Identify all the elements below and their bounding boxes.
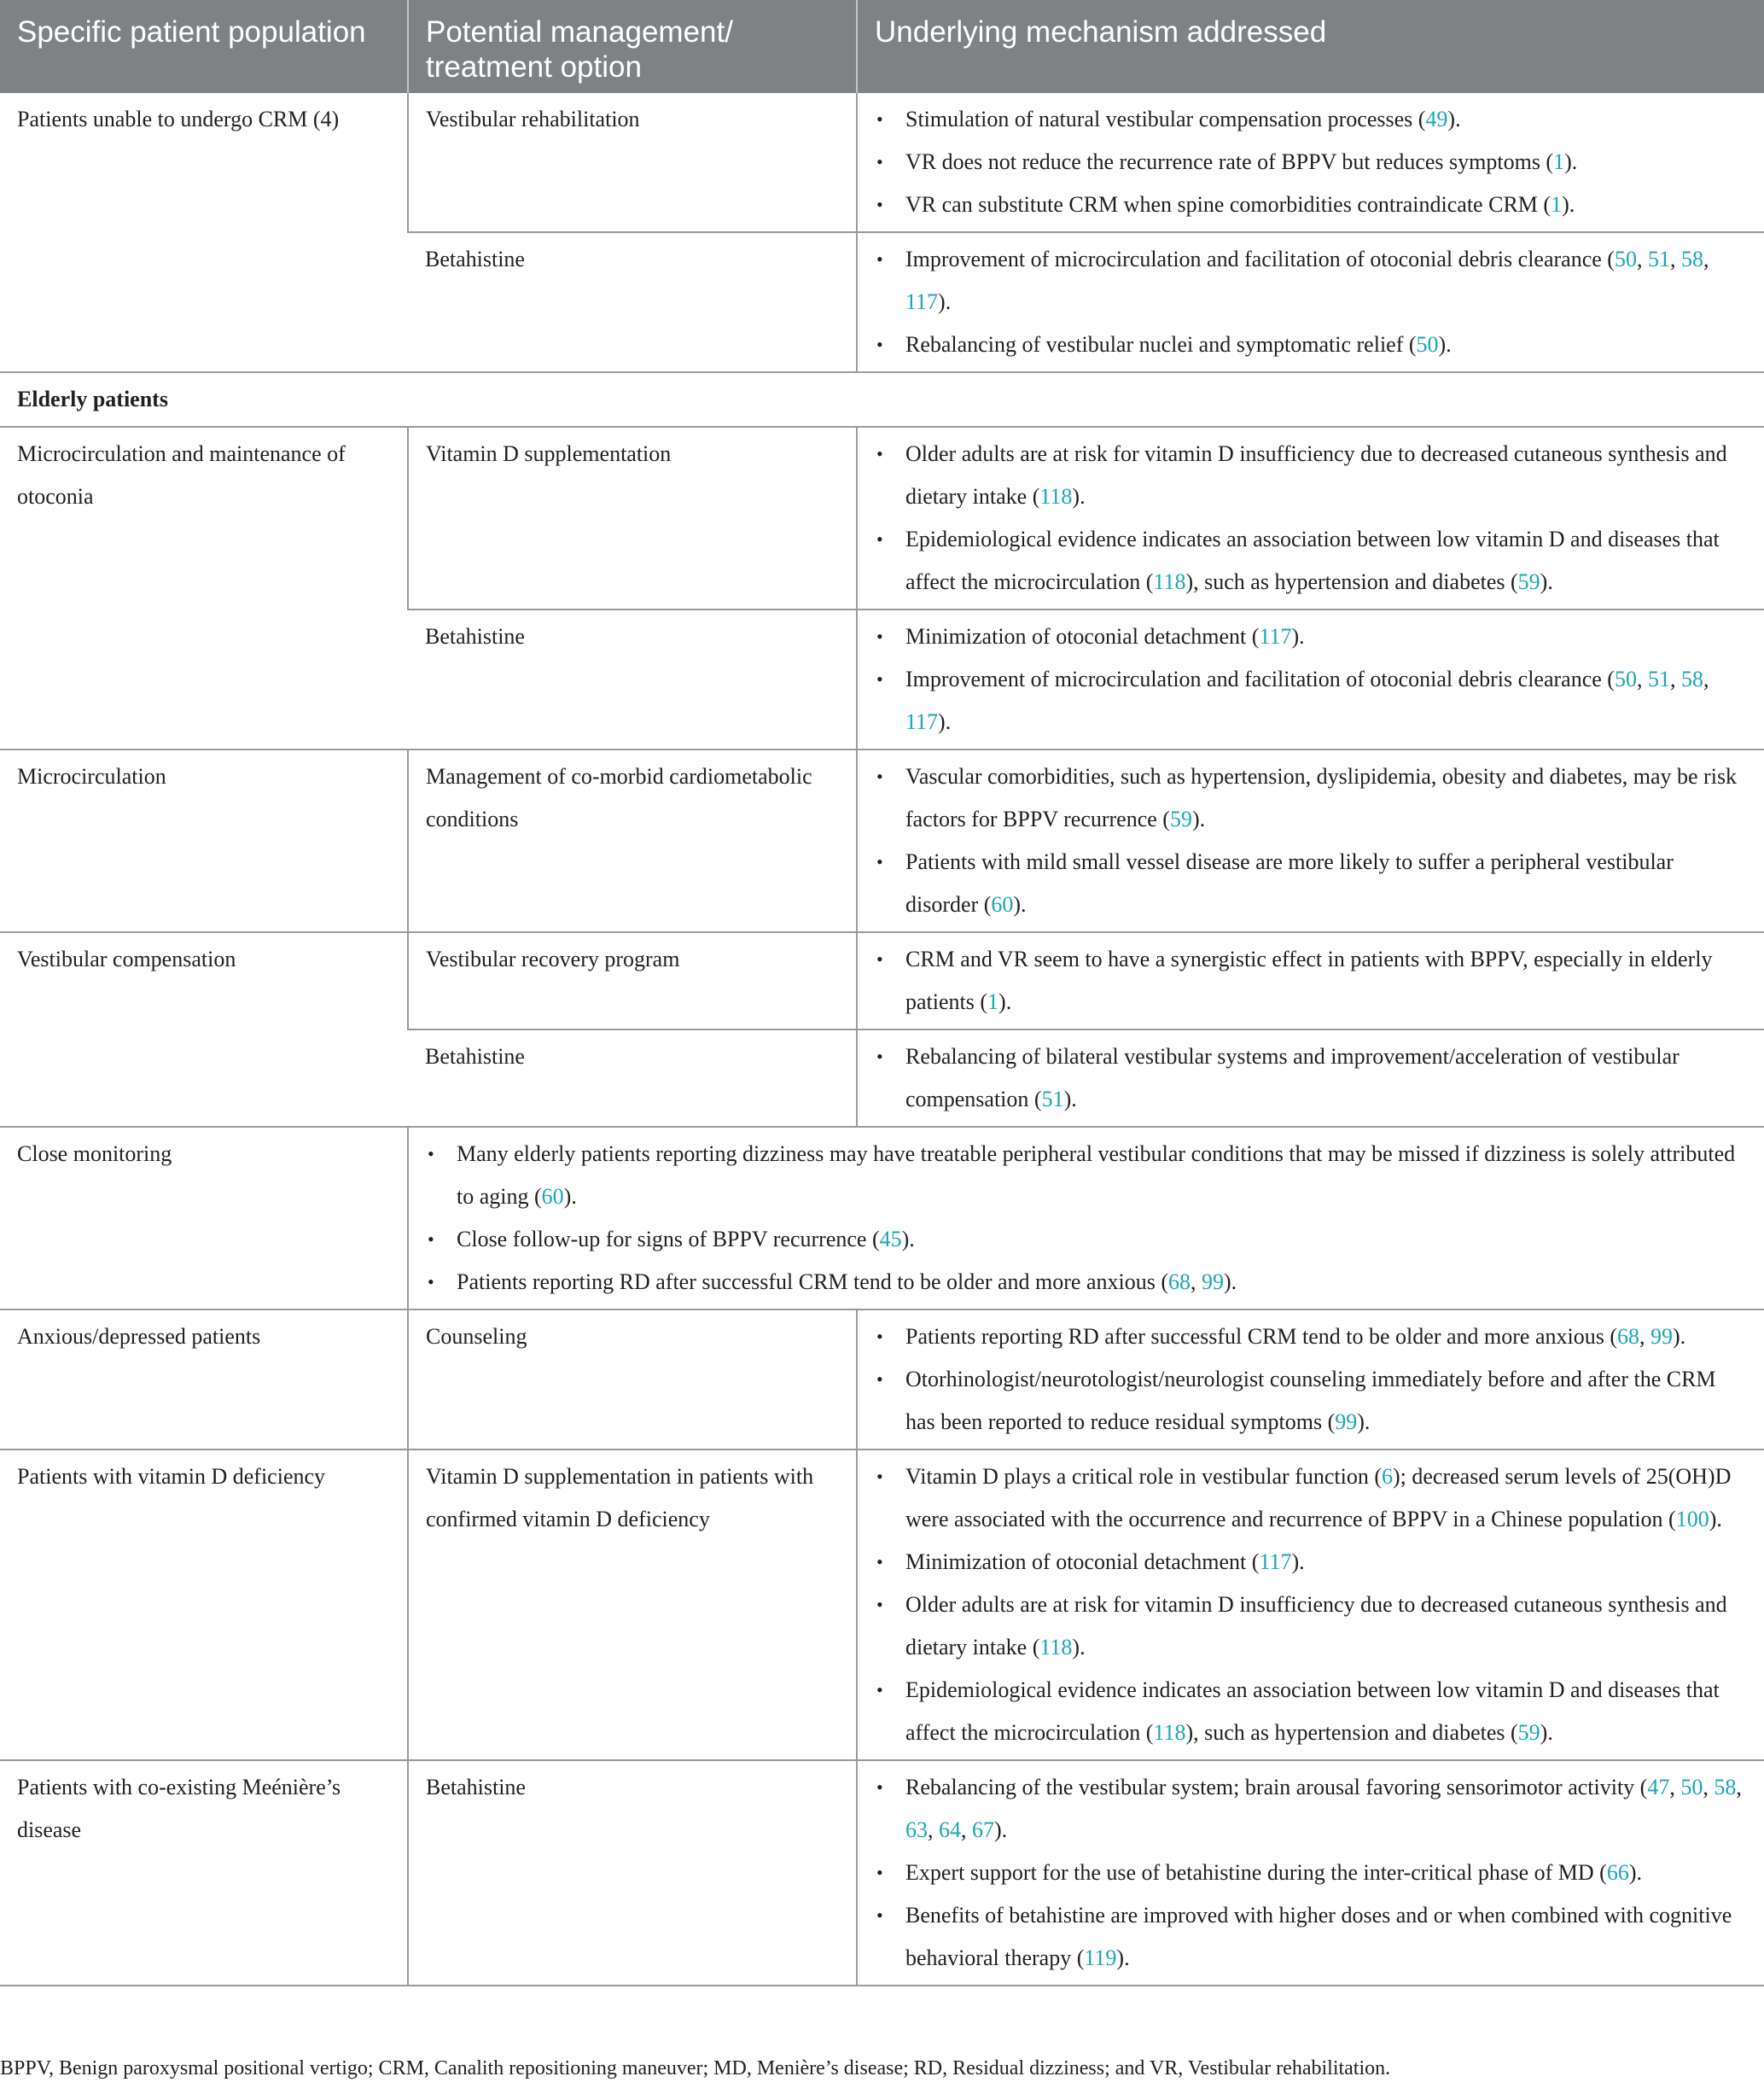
mechanism-text: ).: [1540, 1720, 1553, 1745]
reference-link[interactable]: 50: [1614, 667, 1637, 691]
mechanism-text: Many elderly patients reporting dizziness may have treatable peripheral vestibular conditions that may be missed if dizziness is solely attributed to aging (: [457, 1141, 1736, 1209]
treatment-cell: Betahistine: [408, 1030, 857, 1127]
reference-link[interactable]: 119: [1084, 1945, 1117, 1970]
mechanism-text: ).: [1116, 1945, 1130, 1970]
reference-link[interactable]: 99: [1201, 1269, 1224, 1294]
mechanism-item: [905, 324, 1750, 366]
mechanism-text: ,: [1190, 1269, 1202, 1294]
mechanism-item: [905, 98, 1750, 141]
mechanism-text: ,: [1736, 1775, 1742, 1799]
mechanism-text: Older adults are at risk for vitamin D insufficiency due to decreased cutaneous synthesis and dietary intake (: [905, 441, 1727, 509]
mechanism-text: ).: [1540, 569, 1553, 594]
mechanism-list: [875, 938, 1750, 1024]
mechanism-text: Stimulation of natural vestibular compensation processes (: [905, 107, 1426, 131]
reference-link[interactable]: 66: [1606, 1860, 1629, 1885]
mechanism-item: [905, 1584, 1750, 1669]
reference-link[interactable]: 68: [1167, 1269, 1191, 1294]
mechanism-text: Epidemiological evidence indicates an association between low vitamin D and diseases that affect the microcirculation (: [905, 1677, 1720, 1745]
reference-link[interactable]: 51: [1647, 667, 1670, 691]
mechanism-text: ).: [994, 1817, 1008, 1842]
mechanism-text: Rebalancing of bilateral vestibular systems and improvement/acceleration of vestibular compensation (: [905, 1044, 1680, 1111]
mechanism-item: [905, 1669, 1750, 1754]
mechanism-text: ).: [998, 989, 1012, 1014]
mechanism-text: Benefits of betahistine are improved with higher doses and or when combined with cognitive behavioral therapy (: [905, 1903, 1732, 1970]
mechanism-text: Patients reporting RD after successful CRM tend to be older and more anxious (: [905, 1324, 1617, 1349]
mechanism-text: ).: [1357, 1409, 1371, 1434]
reference-link[interactable]: 59: [1517, 1720, 1540, 1745]
population-cell: Anxious/depressed patients: [0, 1309, 408, 1449]
mechanism-cell: [857, 932, 1764, 1030]
reference-link[interactable]: 118: [1153, 569, 1186, 594]
reference-link[interactable]: 58: [1680, 667, 1703, 691]
mechanism-item: [905, 1541, 1750, 1584]
mechanism-text: ); decreased serum levels of 25(OH)D were associated with the occurrence and recurrence of BPPV in a Chinese population (: [905, 1464, 1732, 1531]
mechanism-list: [875, 1455, 1750, 1754]
reference-link[interactable]: 117: [1259, 1549, 1292, 1574]
mechanism-text: ), such as hypertension and diabetes (: [1185, 569, 1518, 594]
mechanism-item: [905, 518, 1750, 604]
mechanism-text: ,: [1703, 247, 1709, 271]
mechanism-text: ,: [961, 1817, 972, 1842]
reference-link[interactable]: 117: [1259, 624, 1292, 649]
table-row: [0, 427, 1764, 610]
population-cell: Patients with vitamin D deficiency: [0, 1449, 408, 1760]
treatment-cell: Vestibular recovery program: [408, 932, 857, 1030]
treatment-cell: Vitamin D supplementation in patients with confirmed vitamin D deficiency: [408, 1449, 857, 1760]
mechanism-text: ).: [1438, 332, 1452, 357]
reference-link[interactable]: 99: [1650, 1324, 1673, 1349]
mechanism-text: Minimization of otoconial detachment (: [905, 624, 1260, 649]
reference-link[interactable]: 60: [541, 1184, 564, 1209]
population-cell: Microcirculation and maintenance of otoconia: [0, 427, 408, 750]
header-treatment: Potential management/ treatment option: [408, 0, 857, 93]
mechanism-cell: [408, 1127, 1764, 1309]
mechanism-text: ,: [1669, 247, 1681, 271]
mechanism-list: [875, 755, 1750, 926]
mechanism-item: [457, 1218, 1750, 1261]
header-population: Specific patient population: [0, 0, 408, 93]
reference-link[interactable]: 117: [905, 289, 939, 314]
mechanism-cell: [857, 750, 1764, 932]
table-row: [0, 750, 1764, 932]
mechanism-text: ).: [1191, 807, 1206, 831]
reference-link[interactable]: 68: [1616, 1324, 1639, 1349]
reference-link[interactable]: 117: [905, 709, 939, 734]
reference-link[interactable]: 1: [987, 989, 999, 1014]
mechanism-text: ).: [563, 1184, 577, 1209]
population-cell: Patients with co-existing Meénière’s disease: [0, 1760, 408, 1986]
treatment-cell: Vitamin D supplementation: [408, 427, 857, 610]
mechanism-text: Patients with mild small vessel disease are more likely to suffer a peripheral vestibular disorder (: [905, 849, 1674, 917]
mechanism-text: Vitamin D plays a critical role in vestibular function (: [905, 1464, 1382, 1489]
population-cell: Vestibular compensation: [0, 932, 408, 1127]
mechanism-item: [905, 238, 1750, 324]
section-heading: Elderly patients: [0, 372, 1764, 427]
reference-link[interactable]: 51: [1647, 247, 1670, 271]
mechanism-text: Improvement of microcirculation and facilitation of otoconial debris clearance (: [905, 667, 1615, 691]
mechanism-item: [905, 1315, 1750, 1358]
mechanism-text: ).: [938, 709, 952, 734]
mechanism-item: [905, 841, 1750, 926]
treatment-cell: Counseling: [408, 1309, 857, 1449]
mechanism-text: ).: [1063, 1087, 1077, 1111]
mechanism-cell: [857, 1449, 1764, 1760]
mechanism-text: Expert support for the use of betahistine during the inter-critical phase of MD (: [905, 1860, 1607, 1885]
reference-link[interactable]: 63: [905, 1817, 928, 1842]
mechanism-item: [905, 1766, 1750, 1852]
mechanism-text: ,: [1703, 667, 1709, 691]
reference-link[interactable]: 1: [1551, 192, 1563, 217]
mechanism-text: ).: [1562, 192, 1575, 217]
reference-link[interactable]: 1: [1553, 149, 1565, 174]
mechanism-text: ,: [1636, 667, 1648, 691]
mechanism-text: Close follow-up for signs of BPPV recurrence (: [457, 1227, 880, 1251]
mechanism-text: ).: [1672, 1324, 1686, 1349]
mechanism-cell: [857, 427, 1764, 610]
mechanism-item: [457, 1261, 1750, 1304]
reference-link[interactable]: 47: [1647, 1775, 1670, 1799]
mechanism-text: CRM and VR seem to have a synergistic effect in patients with BPPV, especially in elderly patients (: [905, 947, 1713, 1014]
mechanism-list: [875, 1035, 1750, 1121]
table-header: [0, 0, 1764, 93]
population-cell: Close monitoring: [0, 1127, 408, 1309]
table-row: [0, 1760, 1764, 1986]
mechanism-item: [905, 1035, 1750, 1121]
mechanism-cell: [857, 610, 1764, 750]
mechanism-item: [905, 1894, 1750, 1980]
mechanism-text: ,: [1639, 1324, 1650, 1349]
mechanism-text: Epidemiological evidence indicates an association between low vitamin D and diseases that affect the microcirculation (: [905, 527, 1720, 594]
population-cell: Patients unable to undergo CRM (4): [0, 93, 408, 372]
mechanism-text: Rebalancing of the vestibular system; brain arousal favoring sensorimotor activity (: [905, 1775, 1648, 1799]
mechanism-item: [905, 938, 1750, 1024]
mechanism-text: ).: [1291, 624, 1305, 649]
mechanism-list: [875, 1315, 1750, 1444]
reference-link[interactable]: 50: [1416, 332, 1439, 357]
mechanism-cell: [857, 1760, 1764, 1986]
reference-link[interactable]: 100: [1675, 1507, 1709, 1531]
reference-link[interactable]: 118: [1039, 1635, 1073, 1659]
reference-link[interactable]: 99: [1335, 1409, 1358, 1434]
reference-link[interactable]: 64: [939, 1817, 961, 1842]
mechanism-text: VR can substitute CRM when spine comorbidities contraindicate CRM (: [905, 192, 1552, 217]
mechanism-text: Improvement of microcirculation and facilitation of otoconial debris clearance (: [905, 247, 1615, 271]
mechanism-text: Rebalancing of vestibular nuclei and symptomatic relief (: [905, 332, 1417, 357]
mechanism-text: ).: [1223, 1269, 1237, 1294]
mechanism-item: [905, 433, 1750, 518]
mechanism-cell: [857, 1030, 1764, 1127]
header-mechanism: Underlying mechanism addressed: [857, 0, 1764, 93]
mechanism-item: [905, 615, 1750, 658]
mechanism-text: ,: [928, 1817, 939, 1842]
mechanism-text: Older adults are at risk for vitamin D insufficiency due to decreased cutaneous synthesis and dietary intake (: [905, 1592, 1727, 1659]
mechanism-cell: [857, 1309, 1764, 1449]
treatment-cell: Vestibular rehabilitation: [408, 93, 857, 232]
mechanism-text: ).: [901, 1227, 915, 1251]
reference-link[interactable]: 50: [1614, 247, 1637, 271]
table-body: [0, 93, 1764, 1986]
mechanism-item: [905, 658, 1750, 744]
mechanism-list: [875, 1766, 1750, 1980]
reference-link[interactable]: 51: [1041, 1087, 1064, 1111]
table-footnote: BPPV, Benign paroxysmal positional vertigo; CRM, Canalith repositioning maneuver; MD, Menière’s disease; RD, Residual dizziness; and VR, Vestibular rehabilitation.: [0, 2057, 1391, 2079]
mechanism-item: [457, 1133, 1750, 1218]
treatment-cell: Betahistine: [408, 610, 857, 750]
mechanism-list: [426, 1133, 1750, 1304]
mechanism-text: Patients reporting RD after successful CRM tend to be older and more anxious (: [457, 1269, 1168, 1294]
population-cell: Microcirculation: [0, 750, 408, 932]
mechanism-text: ).: [1628, 1860, 1643, 1885]
mechanism-list: [875, 98, 1750, 226]
table-row: [0, 1309, 1764, 1449]
mechanism-text: ,: [1669, 1775, 1681, 1799]
mechanism-cell: [857, 93, 1764, 232]
reference-link[interactable]: 118: [1153, 1720, 1186, 1745]
mechanism-text: ).: [938, 289, 952, 314]
treatment-cell: Management of co-morbid cardiometabolic conditions: [408, 750, 857, 932]
table-row: [0, 93, 1764, 232]
mechanism-text: ,: [1636, 247, 1648, 271]
reference-link[interactable]: 45: [879, 1227, 902, 1251]
reference-link[interactable]: 67: [972, 1817, 994, 1842]
mechanism-text: ).: [1072, 484, 1086, 509]
mechanism-text: Otorhinologist/neurotologist/neurologist counseling immediately before and after the CRM has been reported to reduce residual symptoms (: [905, 1367, 1716, 1434]
reference-link[interactable]: 50: [1680, 1775, 1703, 1799]
table-row: [0, 1127, 1764, 1309]
table-row: [0, 932, 1764, 1030]
mechanism-text: ,: [1703, 1775, 1715, 1799]
table-row: [0, 1449, 1764, 1760]
treatment-cell: Betahistine: [408, 232, 857, 372]
mechanism-item: [905, 1852, 1750, 1894]
reference-link[interactable]: 6: [1382, 1464, 1393, 1489]
mechanism-item: [905, 141, 1750, 184]
reference-link[interactable]: 118: [1039, 484, 1073, 509]
mechanism-text: ).: [1447, 107, 1461, 131]
mechanism-item: [905, 1358, 1750, 1444]
mechanism-list: [875, 615, 1750, 744]
mechanism-text: VR does not reduce the recurrence rate of BPPV but reduces symptoms (: [905, 149, 1554, 174]
reference-link[interactable]: 59: [1169, 807, 1192, 831]
reference-link[interactable]: 58: [1714, 1775, 1737, 1799]
mechanism-text: ).: [1709, 1507, 1722, 1531]
mechanism-text: ).: [1291, 1549, 1305, 1574]
reference-link[interactable]: 58: [1680, 247, 1703, 271]
treatment-cell: Betahistine: [408, 1760, 857, 1986]
mechanism-text: ).: [1564, 149, 1578, 174]
reference-link[interactable]: 49: [1425, 107, 1448, 131]
reference-link[interactable]: 59: [1517, 569, 1540, 594]
reference-link[interactable]: 60: [991, 892, 1014, 917]
mechanism-text: ).: [1072, 1635, 1086, 1659]
mechanism-text: Vascular comorbidities, such as hypertension, dyslipidemia, obesity and diabetes, may be risk factors for BPPV recurrence (: [905, 764, 1738, 831]
mechanism-list: [875, 238, 1750, 366]
mechanism-text: ).: [1013, 892, 1027, 917]
table-row: [0, 372, 1764, 427]
mechanism-item: [905, 184, 1750, 226]
mechanism-text: Minimization of otoconial detachment (: [905, 1549, 1260, 1574]
mechanism-item: [905, 755, 1750, 841]
mechanism-text: ), such as hypertension and diabetes (: [1185, 1720, 1518, 1745]
mechanism-item: [905, 1455, 1750, 1541]
mechanism-cell: [857, 232, 1764, 372]
mechanism-list: [875, 433, 1750, 604]
mechanism-text: ,: [1669, 667, 1681, 691]
